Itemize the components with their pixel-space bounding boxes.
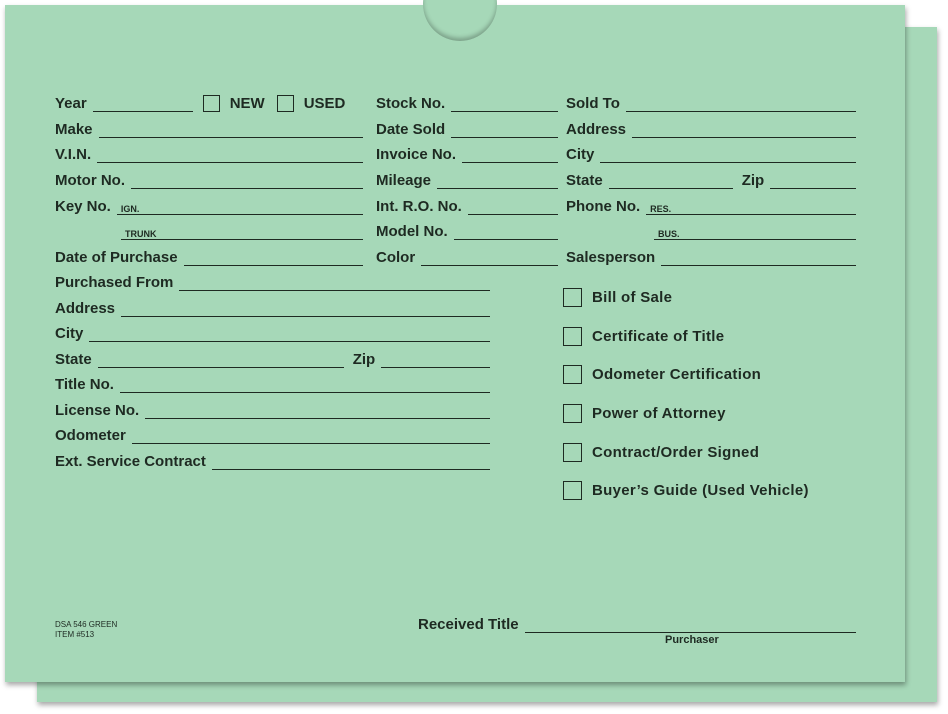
date-sold-field[interactable]: [451, 123, 558, 138]
purchased-from-field[interactable]: [179, 276, 490, 291]
make-field[interactable]: [99, 123, 363, 138]
salesperson-field[interactable]: [661, 251, 856, 266]
lower-address-row: [55, 297, 490, 317]
motor-field[interactable]: [131, 174, 363, 189]
motor-label: Motor No.: [55, 172, 125, 189]
checkbox[interactable]: [563, 481, 582, 500]
lower-state-field[interactable]: [98, 353, 344, 368]
int-ro-field[interactable]: [468, 200, 558, 215]
vin-field[interactable]: [97, 148, 363, 163]
key-ign-field[interactable]: [117, 200, 363, 215]
item-number: ITEM #513: [55, 630, 95, 639]
city-row: [566, 143, 856, 163]
color-field[interactable]: [421, 251, 558, 266]
lower-state-label: State: [55, 351, 92, 368]
received-title-row: [418, 613, 856, 633]
int-ro-label: Int. R.O. No.: [376, 198, 462, 215]
color-label: Color: [376, 249, 416, 266]
vin-label: V.I.N.: [55, 146, 92, 163]
city-label: City: [566, 146, 595, 163]
state-zip-row: [566, 169, 856, 189]
purchased-from-row: [55, 271, 490, 291]
checklist-item[interactable]: [563, 327, 724, 346]
bus-row: [648, 220, 856, 240]
used-label: USED: [303, 95, 346, 112]
checkbox[interactable]: [563, 327, 582, 346]
checklist-item[interactable]: [563, 288, 672, 307]
license-field[interactable]: [145, 404, 490, 419]
stock-field[interactable]: [451, 97, 558, 112]
key-label: Key No.: [55, 198, 111, 215]
int-ro-row: [376, 195, 558, 215]
date-sold-row: [376, 118, 558, 138]
new-label: NEW: [229, 95, 265, 112]
year-field[interactable]: [93, 97, 193, 112]
date-sold-label: Date Sold: [376, 121, 446, 138]
model-row: [376, 220, 558, 240]
mileage-field[interactable]: [437, 174, 558, 189]
date-purchase-row: [55, 246, 363, 266]
form-code-line: DSA 546 GREEN: [55, 620, 118, 629]
sold-to-field[interactable]: [626, 97, 856, 112]
mileage-row: [376, 169, 558, 189]
lower-address-label: Address: [55, 300, 116, 317]
address-field[interactable]: [632, 123, 856, 138]
sold-to-row: [566, 92, 856, 112]
bus-label: BUS.: [658, 229, 680, 239]
key-trunk-field[interactable]: [121, 225, 363, 240]
checklist-label: Power of Attorney: [592, 405, 726, 422]
checklist-item[interactable]: [563, 404, 726, 423]
date-purchase-label: Date of Purchase: [55, 249, 178, 266]
odometer-field[interactable]: [132, 429, 490, 444]
motor-row: [55, 169, 363, 189]
received-title-label: Received Title: [418, 616, 519, 633]
title-no-row: [55, 373, 490, 393]
checkbox[interactable]: [563, 443, 582, 462]
checklist-label: Buyer’s Guide (Used Vehicle): [592, 482, 809, 499]
ext-service-row: [55, 450, 490, 470]
phone-row: [566, 195, 856, 215]
phone-label: Phone No.: [566, 198, 641, 215]
date-purchase-field[interactable]: [184, 251, 363, 266]
state-field[interactable]: [609, 174, 733, 189]
checkbox[interactable]: [563, 404, 582, 423]
odometer-label: Odometer: [55, 427, 126, 444]
city-field[interactable]: [600, 148, 856, 163]
sold-to-label: Sold To: [566, 95, 620, 112]
stock-label: Stock No.: [376, 95, 446, 112]
key-row: [55, 195, 363, 215]
license-label: License No.: [55, 402, 140, 419]
phone-res-field[interactable]: [646, 200, 856, 215]
received-title-field[interactable]: [525, 618, 856, 633]
year-label: Year: [55, 95, 87, 112]
stock-row: [376, 92, 558, 112]
title-no-field[interactable]: [120, 378, 490, 393]
model-label: Model No.: [376, 223, 448, 240]
vin-row: [55, 143, 363, 163]
invoice-label: Invoice No.: [376, 146, 457, 163]
checklist-label: Certificate of Title: [592, 328, 725, 345]
checklist-label: Contract/Order Signed: [592, 444, 760, 461]
checklist-item[interactable]: [563, 481, 809, 500]
ext-service-label: Ext. Service Contract: [55, 453, 206, 470]
ext-service-field[interactable]: [212, 455, 490, 470]
checklist-label: Odometer Certification: [592, 366, 762, 383]
res-label: RES.: [650, 204, 672, 214]
lower-state-row: [55, 348, 490, 368]
salesperson-row: [566, 246, 856, 266]
mileage-label: Mileage: [376, 172, 432, 189]
purchased-from-label: Purchased From: [55, 274, 174, 291]
color-row: [376, 246, 558, 266]
make-row: [55, 118, 363, 138]
form-code: [55, 620, 117, 640]
checkbox[interactable]: [563, 288, 582, 307]
model-field[interactable]: [454, 225, 558, 240]
invoice-field[interactable]: [462, 148, 558, 163]
zip-label: Zip: [741, 172, 765, 189]
checklist-item[interactable]: [563, 443, 759, 462]
purchaser-label: Purchaser: [665, 634, 719, 646]
address-label: Address: [566, 121, 627, 138]
ign-label: IGN.: [120, 204, 140, 214]
checklist-label: Bill of Sale: [592, 289, 673, 306]
lower-zip-label: Zip: [352, 351, 376, 368]
lower-city-label: City: [55, 325, 84, 342]
salesperson-label: Salesperson: [566, 249, 656, 266]
phone-bus-field[interactable]: [654, 225, 856, 240]
zip-field[interactable]: [770, 174, 856, 189]
lower-address-field[interactable]: [121, 302, 490, 317]
thumb-notch: [423, 0, 497, 41]
lower-zip-field[interactable]: [381, 353, 490, 368]
checkbox[interactable]: [563, 365, 582, 384]
make-label: Make: [55, 121, 93, 138]
year-row: [55, 92, 357, 112]
checklist-item[interactable]: [563, 365, 761, 384]
state-label: State: [566, 172, 603, 189]
trunk-row: [115, 220, 363, 240]
title-no-label: Title No.: [55, 376, 114, 393]
invoice-row: [376, 143, 558, 163]
license-row: [55, 399, 490, 419]
new-checkbox[interactable]: [203, 95, 220, 112]
used-checkbox[interactable]: [277, 95, 294, 112]
trunk-label: TRUNK: [125, 229, 157, 239]
odometer-row: [55, 424, 490, 444]
address-row: [566, 118, 856, 138]
lower-city-field[interactable]: [89, 327, 490, 342]
lower-city-row: [55, 322, 490, 342]
